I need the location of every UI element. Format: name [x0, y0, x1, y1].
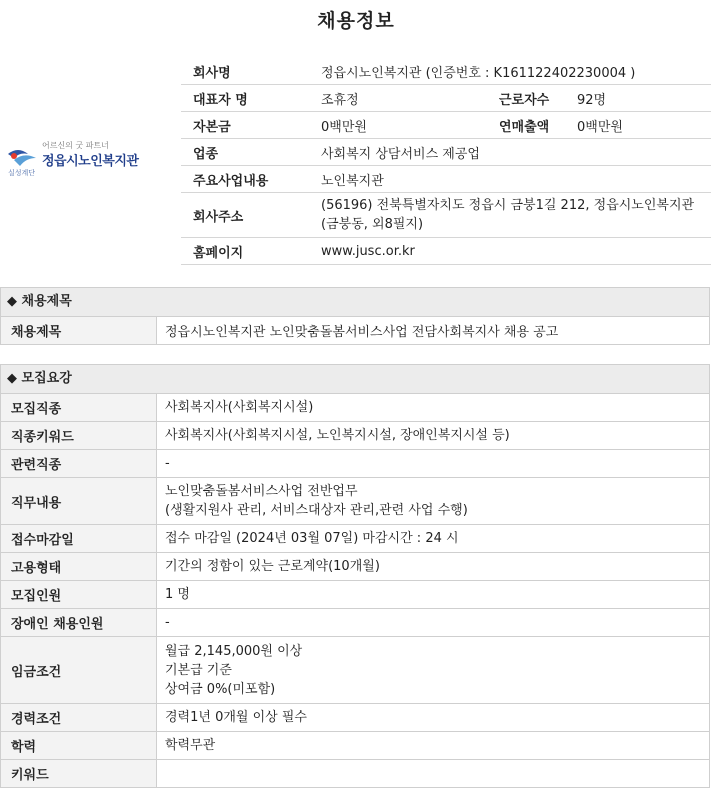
requirement-value-line: 1 명	[165, 587, 190, 602]
ceo-label: 대표자 명	[181, 85, 313, 112]
logo-sub: 실성계단	[8, 169, 36, 177]
recruit-title-section-header: ◆ 채용제목	[1, 288, 709, 317]
address-value: (56196) 전북특별자치도 정읍시 금붕1길 212, 정읍시노인복지관 (금붕동, 외8필지)	[313, 193, 711, 238]
requirement-value-line: 기본급 기준	[165, 662, 232, 678]
company-name-label: 회사명	[181, 58, 313, 85]
requirement-row	[1, 609, 709, 637]
requirement-value-line: 기간의 정함이 있는 근로계약(10개월)	[165, 559, 380, 574]
requirement-value	[157, 704, 710, 732]
requirement-value-line: 노인맞춤돌봄서비스사업 전반업무	[165, 484, 358, 499]
industry-value: 사회복지 상담서비스 제공업	[313, 139, 711, 166]
requirement-value-line: 월급 2,145,000원 이상	[165, 643, 303, 659]
requirement-value	[157, 525, 710, 553]
requirement-value	[157, 581, 710, 609]
requirement-value	[157, 422, 710, 450]
company-info-table	[181, 58, 711, 265]
requirement-label: 관련직종	[1, 450, 157, 478]
requirement-row	[1, 732, 709, 760]
industry-label: 업종	[181, 139, 313, 166]
requirement-value	[157, 760, 710, 788]
sales-label: 연매출액	[499, 112, 569, 139]
address-row	[181, 193, 711, 238]
requirement-value	[157, 637, 710, 704]
requirement-label: 직무내용	[1, 478, 157, 525]
requirement-row	[1, 581, 709, 609]
recruit-title-label: 채용제목	[1, 317, 157, 344]
company-name-row	[181, 58, 711, 85]
requirement-value-line: 사회복지사(사회복지시설, 노인복지시설, 장애인복지시설 등)	[165, 428, 510, 443]
sales-value: 0백만원	[569, 112, 711, 139]
requirement-row	[1, 637, 709, 704]
requirement-value	[157, 732, 710, 760]
requirement-value	[157, 394, 710, 422]
requirement-value	[157, 478, 710, 525]
workers-label: 근로자수	[499, 85, 569, 112]
requirement-value-line: 사회복지사(사회복지시설)	[165, 400, 314, 415]
homepage-label: 홈페이지	[181, 238, 313, 265]
requirement-value	[157, 609, 710, 637]
requirement-label: 임금조건	[1, 637, 157, 704]
ceo-value: 조휴정	[313, 85, 499, 112]
requirement-value-line: -	[165, 456, 170, 471]
requirement-value-line: 학력무관	[165, 738, 216, 753]
requirement-value-line: (생활지원사 관리, 서비스대상자 관리,관련 사업 수행)	[165, 503, 468, 518]
requirement-row	[1, 478, 709, 525]
requirement-value-line: 경력1년 0개월 이상 필수	[165, 710, 307, 725]
requirement-label: 장애인 채용인원	[1, 609, 157, 637]
recruit-title-section	[0, 287, 710, 345]
address-label: 회사주소	[181, 193, 313, 238]
recruit-title-table	[1, 317, 709, 344]
requirement-row	[1, 394, 709, 422]
business-value: 노인복지관	[313, 166, 711, 193]
requirement-value-line: -	[165, 615, 170, 630]
industry-row	[181, 139, 711, 166]
requirement-label: 모집직종	[1, 394, 157, 422]
requirement-row	[1, 760, 709, 788]
capital-value: 0백만원	[313, 112, 499, 139]
company-logo	[6, 140, 166, 190]
requirement-label: 직종키워드	[1, 422, 157, 450]
requirements-section-header: ◆ 모집요강	[1, 365, 709, 394]
workers-value: 92명	[569, 85, 711, 112]
recruit-title-row	[1, 317, 709, 344]
logo-tagline: 어르신의 굿 파트너	[42, 141, 109, 150]
requirement-label: 접수마감일	[1, 525, 157, 553]
ceo-row	[181, 85, 711, 112]
capital-label: 자본금	[181, 112, 313, 139]
page-title: 채용정보	[317, 10, 395, 32]
business-row	[181, 166, 711, 193]
capital-row	[181, 112, 711, 139]
requirement-label: 경력조건	[1, 704, 157, 732]
requirement-row	[1, 525, 709, 553]
requirement-label: 고용형태	[1, 553, 157, 581]
requirement-row	[1, 450, 709, 478]
requirement-value	[157, 553, 710, 581]
business-label: 주요사업내용	[181, 166, 313, 193]
requirement-label: 학력	[1, 732, 157, 760]
requirement-row	[1, 553, 709, 581]
requirements-table	[1, 394, 709, 787]
logo-name: 정읍시노인복지관	[42, 154, 139, 169]
recruit-title-value: 정읍시노인복지관 노인맞춤돌봄서비스사업 전담사회복지사 채용 공고	[165, 325, 559, 340]
requirement-label: 모집인원	[1, 581, 157, 609]
requirement-value-line: 접수 마감일 (2024년 03월 07일) 마감시간 : 24 시	[165, 531, 459, 546]
requirement-row	[1, 422, 709, 450]
requirement-label: 키워드	[1, 760, 157, 788]
company-name-value: 정읍시노인복지관 (인증번호 : K161122402230004 )	[313, 58, 711, 85]
requirement-value	[157, 450, 710, 478]
requirement-value-line: 상여금 0%(미포함)	[165, 681, 276, 697]
requirements-section	[0, 364, 710, 788]
homepage-row	[181, 238, 711, 265]
homepage-link[interactable]: www.jusc.or.kr	[313, 238, 711, 265]
requirement-row	[1, 704, 709, 732]
